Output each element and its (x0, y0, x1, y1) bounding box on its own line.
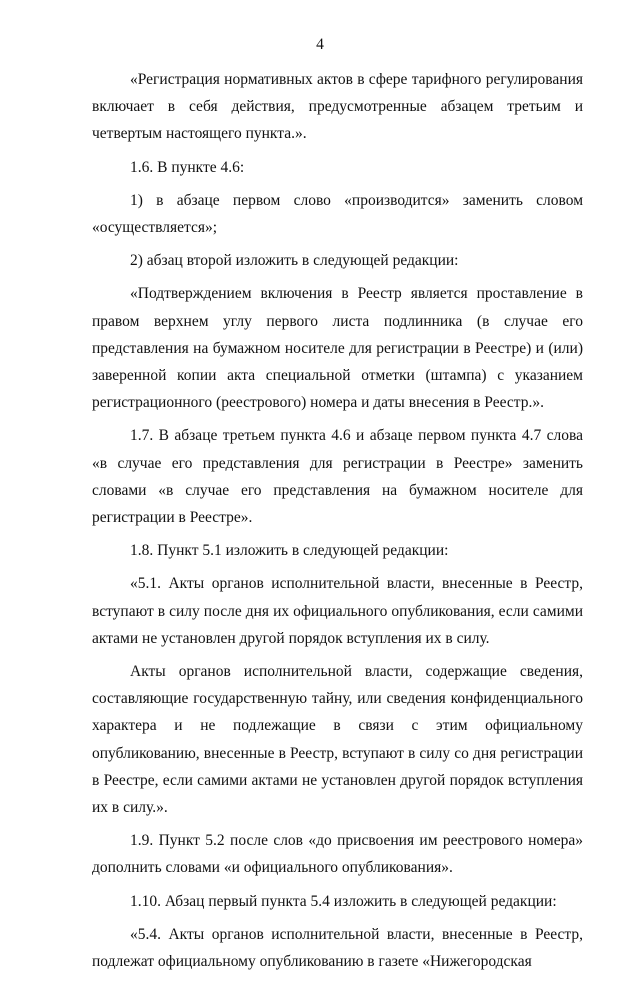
paragraph-item-1-7: 1.7. В абзаце третьем пункта 4.6 и абзаце первом пункта 4.7 слова «в случае его представления для регистрации в Реестре» заменить словами «в случае его представления на бумажном носителе для регистрации в Реестре». (92, 427, 583, 527)
paragraph-subitem-1: 1) в абзаце первом слово «производится» заменить словом «осуществляется»; (92, 191, 583, 237)
paragraph-item-1-10: 1.10. Абзац первый пункта 5.4 изложить в следующей редакции: (130, 892, 557, 910)
paragraph-item-1-9: 1.9. Пункт 5.2 после слов «до присвоения им реестрового номера» дополнить словами «и официального опубликования». (92, 832, 583, 877)
paragraph-regulation-registration: «Регистрация нормативных актов в сфере тарифного регулирования включает в себя действия, предусмотренные абзацем третьим и четвертым настоящего пункта.». (92, 71, 583, 143)
page-number: 4 (316, 36, 324, 53)
paragraph-confidential-acts: Акты органов исполнительной власти, содержащие сведения, составляющие государственную тайну, или сведения конфиденциального характера и не подлежащие в связи с этим официальному опубликованию, внесенные в Реестр, вступают в силу со дня регистрации в Реестре, если самими актами не установлен другой порядок вступления их в силу.». (92, 663, 583, 817)
paragraph-item-5-1: «5.1. Акты органов исполнительной власти, внесенные в Реестр, вступают в силу после дня их официального опубликования, если самими актами не установлен другой порядок вступления их в силу. (92, 575, 583, 647)
paragraph-registry-confirmation: «Подтверждением включения в Реестр является проставление в правом верхнем углу первого листа подлинника (в случае его представления на бумажном носителе для регистрации в Реестре) и (или) заверенной копии акта специальной отметки (штампа) с указанием регистрационного (реестрового) номера и даты внесения в Реестр.». (92, 285, 583, 412)
document-body (92, 66, 583, 981)
paragraph-subitem-2: 2) абзац второй изложить в следующей редакции: (130, 252, 459, 270)
paragraph-item-1-6: 1.6. В пункте 4.6: (130, 158, 245, 176)
paragraph-item-5-4: «5.4. Акты органов исполнительной власти, внесенные в Реестр, подлежат официальному опубликованию в газете «Нижегородская (92, 925, 583, 971)
paragraph-item-1-8: 1.8. Пункт 5.1 изложить в следующей редакции: (130, 542, 449, 560)
